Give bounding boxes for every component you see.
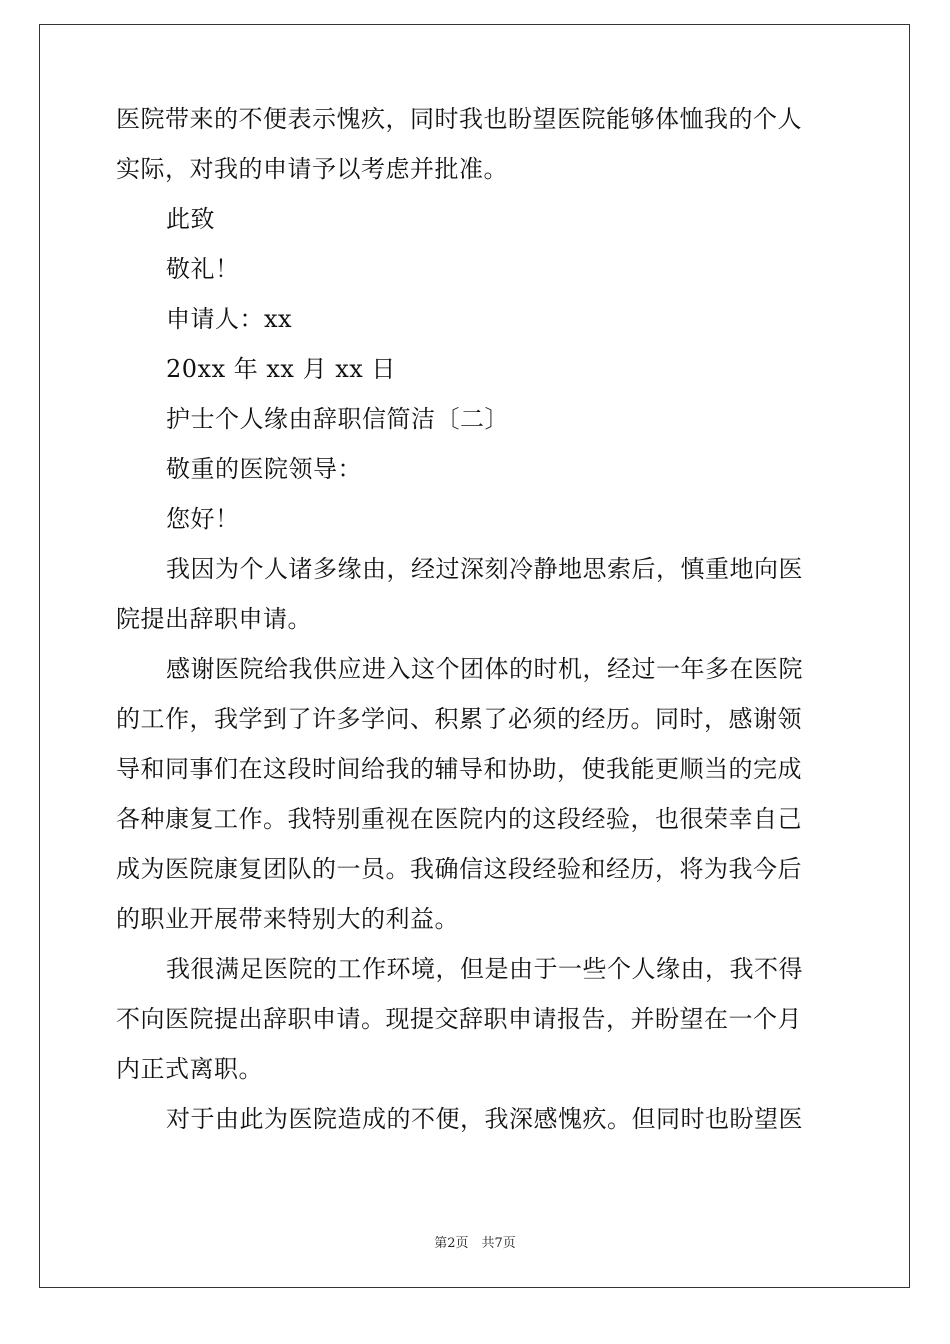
text-line: 护士个人缘由辞职信简洁〔二〕 (166, 405, 509, 433)
text-line: 对于由此为医院造成的不便，我深感愧疚。但同时也盼望医 (166, 1105, 803, 1133)
text-line: 敬礼！ (166, 255, 240, 283)
text-line: 此致 (166, 205, 215, 233)
text-line: 内正式离职。 (116, 1055, 263, 1083)
text-line: 20xx 年 xx 月 xx 日 (166, 355, 396, 383)
text-line: 院提出辞职申请。 (116, 605, 312, 633)
text-line: 敬重的医院领导： (166, 455, 362, 483)
text-line: 的职业开展带来特别大的利益。 (116, 905, 459, 933)
text-line: 各种康复工作。我特别重视在医院内的这段经验，也很荣幸自己 (116, 805, 802, 833)
document-body (116, 94, 832, 1144)
text-line: 感谢医院给我供应进入这个团体的时机，经过一年多在医院 (166, 655, 803, 683)
text-line: 的工作，我学到了许多学问、积累了必须的经历。同时，感谢领 (116, 705, 802, 733)
text-line: 申请人：xx (166, 305, 293, 333)
text-line: 我因为个人诸多缘由，经过深刻冷静地思索后，慎重地向医 (166, 555, 803, 583)
text-line: 我很满足医院的工作环境，但是由于一些个人缘由，我不得 (166, 955, 803, 983)
text-line: 不向医院提出辞职申请。现提交辞职申请报告，并盼望在一个月 (116, 1005, 802, 1033)
text-line: 导和同事们在这段时间给我的辅导和协助，使我能更顺当的完成 (116, 755, 802, 783)
text-line: 成为医院康复团队的一员。我确信这段经验和经历，将为我今后 (116, 855, 802, 883)
text-line: 实际，对我的申请予以考虑并批准。 (116, 155, 508, 183)
page-number-footer: 第2页 共7页 (434, 1236, 516, 1251)
text-line: 医院带来的不便表示愧疚，同时我也盼望医院能够体恤我的个人 (116, 105, 802, 133)
text-line: 您好！ (166, 505, 240, 533)
